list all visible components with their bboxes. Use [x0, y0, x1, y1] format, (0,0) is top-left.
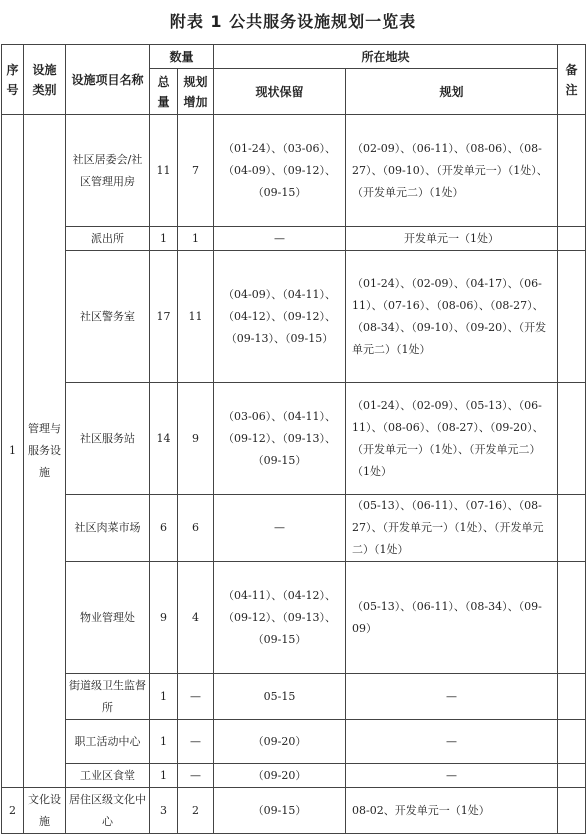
- item-total: 1: [150, 720, 178, 764]
- item-remark: [558, 562, 586, 674]
- item-existing: 05-15: [214, 674, 346, 720]
- group-category: 管理与服务设施: [24, 115, 66, 788]
- item-planned: （01-24）、（02-09）、（04-17）、（06-11）、（07-16）、（08-06）、（08-27）、（08-34）、（09-10）、（09-20）、（开发单元二）（1处）: [346, 251, 558, 383]
- item-planned: 08-02、开发单元一（1处）: [346, 788, 558, 834]
- item-total: 1: [150, 227, 178, 251]
- item-remark: [558, 115, 586, 227]
- item-name: 社区警务室: [66, 251, 150, 383]
- item-name: 街道级卫生监督所: [66, 674, 150, 720]
- header-category: 设施类别: [24, 45, 66, 115]
- item-name: 物业管理处: [66, 562, 150, 674]
- item-existing: （01-24）、（03-06）、（04-09）、（09-12）、（09-15）: [214, 115, 346, 227]
- group-seq: 1: [2, 115, 24, 788]
- table-row: [2, 495, 586, 562]
- item-added: —: [178, 720, 214, 764]
- item-total: 11: [150, 115, 178, 227]
- item-planned: —: [346, 720, 558, 764]
- document-title: 附表 1 公共服务设施规划一览表: [169, 12, 417, 31]
- item-existing: （09-20）: [214, 764, 346, 788]
- table-row: [2, 720, 586, 764]
- item-added: —: [178, 674, 214, 720]
- item-total: 1: [150, 764, 178, 788]
- group-seq: 2: [2, 788, 24, 834]
- item-added: 1: [178, 227, 214, 251]
- header-location: 所在地块: [214, 45, 558, 69]
- table-row: [2, 562, 586, 674]
- item-total: 6: [150, 495, 178, 562]
- item-name: 派出所: [66, 227, 150, 251]
- item-total: 3: [150, 788, 178, 834]
- table-row: [2, 383, 586, 495]
- item-remark: [558, 764, 586, 788]
- item-planned: （05-13）、（06-11）、（07-16）、（08-27）、（开发单元一）（1处）、（开发单元二）（1处）: [346, 495, 558, 562]
- item-existing: （03-06）、（04-11）、（09-12）、（09-13）、（09-15）: [214, 383, 346, 495]
- item-existing: —: [214, 495, 346, 562]
- item-added: 6: [178, 495, 214, 562]
- item-name: 居住区级文化中心: [66, 788, 150, 834]
- item-remark: [558, 674, 586, 720]
- item-remark: [558, 227, 586, 251]
- item-existing: —: [214, 227, 346, 251]
- item-added: 7: [178, 115, 214, 227]
- item-added: 9: [178, 383, 214, 495]
- item-existing: （09-15）: [214, 788, 346, 834]
- item-added: 11: [178, 251, 214, 383]
- item-planned: （05-13）、（06-11）、（08-34）、（09-09）: [346, 562, 558, 674]
- item-added: 4: [178, 562, 214, 674]
- header-added: 规划增加: [178, 69, 214, 115]
- item-remark: [558, 383, 586, 495]
- item-planned: —: [346, 764, 558, 788]
- header-item: 设施项目名称: [66, 45, 150, 115]
- item-planned: （02-09）、（06-11）、（08-06）、（08-27）、（09-10）、（开发单元一）（1处）、（开发单元二）（1处）: [346, 115, 558, 227]
- item-added: 2: [178, 788, 214, 834]
- facility-table: [1, 44, 586, 834]
- table-row: [2, 227, 586, 251]
- item-name: 社区服务站: [66, 383, 150, 495]
- header-existing: 现状保留: [214, 69, 346, 115]
- item-name: 社区肉菜市场: [66, 495, 150, 562]
- table-row: [2, 115, 586, 227]
- header-remark: 备注: [558, 45, 586, 115]
- table-row: [2, 251, 586, 383]
- group-category: 文化设施: [24, 788, 66, 834]
- item-name: 职工活动中心: [66, 720, 150, 764]
- item-total: 9: [150, 562, 178, 674]
- item-name: 工业区食堂: [66, 764, 150, 788]
- item-name: 社区居委会/社区管理用房: [66, 115, 150, 227]
- item-remark: [558, 251, 586, 383]
- item-total: 1: [150, 674, 178, 720]
- item-remark: [558, 788, 586, 834]
- table-row: [2, 764, 586, 788]
- item-remark: [558, 720, 586, 764]
- item-total: 14: [150, 383, 178, 495]
- table-row: [2, 788, 586, 834]
- item-added: —: [178, 764, 214, 788]
- item-remark: [558, 495, 586, 562]
- item-planned: —: [346, 674, 558, 720]
- header-quantity: 数量: [150, 45, 214, 69]
- header-total: 总量: [150, 69, 178, 115]
- item-total: 17: [150, 251, 178, 383]
- header-seq: 序号: [2, 45, 24, 115]
- item-existing: （04-11）、（04-12）、（09-12）、（09-13）、（09-15）: [214, 562, 346, 674]
- item-existing: （09-20）: [214, 720, 346, 764]
- table-row: [2, 674, 586, 720]
- item-planned: （01-24）、（02-09）、（05-13）、（06-11）、（08-06）、（08-27）、（09-20）、（开发单元一）（1处）、（开发单元二）（1处）: [346, 383, 558, 495]
- item-existing: （04-09）、（04-11）、（04-12）、（09-12）、（09-13）、（09-15）: [214, 251, 346, 383]
- item-planned: 开发单元一（1处）: [346, 227, 558, 251]
- header-planned: 规划: [346, 69, 558, 115]
